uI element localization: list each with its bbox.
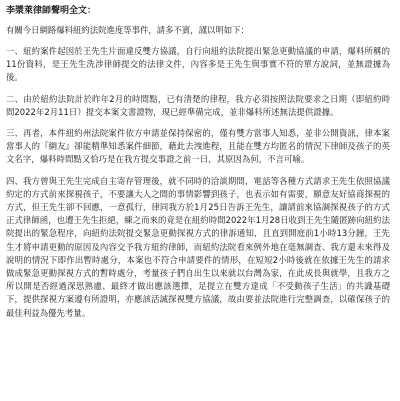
statement-intro: 有關今日網路爆料紐約法院進度等事件，請多不賓，謹以明如下：: [6, 25, 249, 35]
statement-paragraph-3: 三、再者，本件紐約州法院案件依方申請並保持保密的，僅有雙方當事人知悉，並非公開資訊，律本案當事人的『網友』卻能精準知悉案件細節，藉此去洩進程，且能在雙方均匿名的情況下律師及孩子的英文名字，爆料時間點又恰巧是在我方提交事證之前一日，其原因為何，不言可喻。: [6, 128, 390, 165]
statement-paragraph-2: 二、由於紐約法院計於昨年2月的時間點，已有清楚的律程，我方必須按照法院要求之日期（即紐約時間2022年2月11日）提交本案文書證物，現已經準備完成，並非爆料所述無法提供證據。: [6, 93, 390, 117]
statement-paragraph-1: 一、紐約案件起因於王先生片面違反雙方協議，自行向紐約法院提出緊急更動協議的申請，爆料所稱的11份資料，是王先生洗涉律師提交的法律文件，內容多是王先生與事實不符的單方說詞，並無證據為後。: [6, 46, 390, 83]
statement-title: 李漿萊律師聲明全文：: [6, 6, 97, 16]
statement-paragraph-4: 四、我方曾與王先生完成自主寄存管理後，就不同時的洽談期間，電話等各種方式請求王先生依照協議約定的方式前來探視孩子，不要讓大人之間的事情影響到孩子，也表示如有需要，願意友好協商探視的方式，但王先生卻不回應，一意孤行，律同我方於1月25日告訴王先生，讓請前來協調探視孩子的方式正式律師函，也遭王先生拒絕，練之而來的竟是在紐約時間2022年1月28日收到王先生隨匿跡向紐約法院提出的緊急程序，向紐約法院提交緊急更動探視方式的律訴通知，且直到開庭前1小時13分鐘，王先生才將申請更動的原因及內容交予我方紐約律師，而紐約法院看來例外地在毫無調查、我方還未來得及說明的情況下即作出暫時處分，本案也不符合申請要件的情形，在短短2小時後就在依據王先生的請求做成緊急更動探視方式的暫時處分，考量孩子們自出生以來就以台灣為家，在此成長與就學，且我方之所以開是否經過深思熟慮、最終才做出應該選擇，足提立在雙方達成「不受動孩子生活」的共識基礎下，提供探視方案遵有所證明，亦應該活誠探視雙方協議，故由要並法院進行完整調查，以確保孩子的最佳利益為優先考量。: [6, 175, 390, 318]
